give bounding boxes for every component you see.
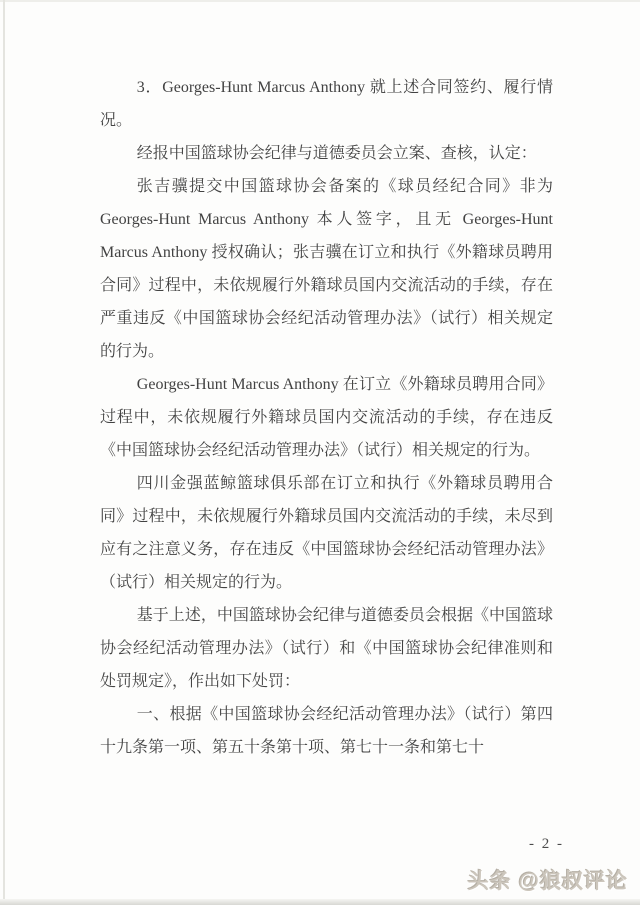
scan-edge-bottom (0, 899, 640, 905)
scan-edge-left (3, 0, 5, 905)
toutiao-watermark: 头条 @狼叔评论 (467, 870, 628, 893)
page-number: - 2 - (529, 836, 564, 852)
paragraph-committee-filing: 经报中国篮球协会纪律与道德委员会立案、查核，认定： (136, 145, 537, 162)
scan-edge-top (0, 0, 640, 2)
document-body (100, 71, 553, 764)
paragraph-zhangjiji-findings: 张吉骥提交中国篮球协会备案的《球员经纪合同》非为 Georges-Hunt Marcus Anthony 本人签字，且无 Georges-Hunt Marcus Anthony 授权确认；张吉骥在订立和执行《外籍球员聘用合同》过程中，未依规履行外籍球员国内交流活动的手续，存在严重违反《中国篮球协会经纪活动管理办法》（试行）相关规定的行为。 (100, 178, 553, 360)
paragraph-punishment-basis: 基于上述，中国篮球协会纪律与道德委员会根据《中国篮球协会经纪活动管理办法》（试行）和《中国篮球协会纪律准则和处罚规定》，作出如下处罚： (100, 607, 553, 690)
paragraph-georges-hunt-findings: Georges-Hunt Marcus Anthony 在订立《外籍球员聘用合同》过程中，未依规履行外籍球员国内交流活动的手续，存在违反《中国篮球协会经纪活动管理办法》（试行）相关规定的行为。 (100, 376, 553, 459)
paragraph-punishment-item-one: 一、根据《中国篮球协会经纪活动管理办法》（试行）第四十九条第一项、第五十条第十项、第七十一条和第七十 (100, 706, 553, 756)
paragraph-item-3-contract-signing: 3．Georges-Hunt Marcus Anthony 就上述合同签约、履行情况。 (100, 79, 553, 129)
paragraph-sichuan-club-findings: 四川金强蓝鲸篮球俱乐部在订立和执行《外籍球员聘用合同》过程中，未依规履行外籍球员国内交流活动的手续，未尽到应有之注意义务，存在违反《中国篮球协会经纪活动管理办法》（试行）相关规定的行为。 (100, 475, 553, 591)
